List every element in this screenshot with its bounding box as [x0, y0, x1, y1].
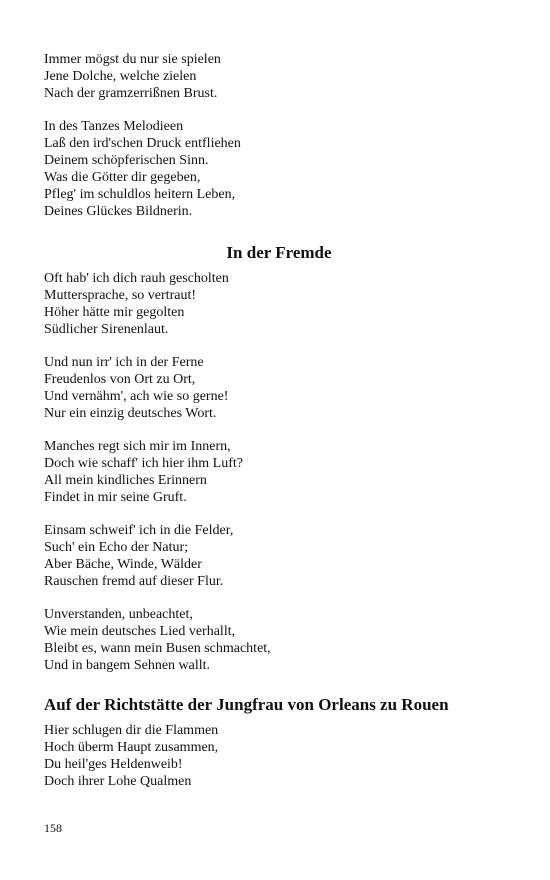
verse-line: Deinem schöpferischen Sinn.: [44, 153, 209, 168]
verse-line: Und nun irr' ich in der Ferne: [44, 355, 204, 370]
verse-line: All mein kindliches Erinnern: [44, 473, 207, 488]
stanza: [44, 522, 514, 590]
stanza: [44, 606, 514, 674]
verse-line: Findet in mir seine Gruft.: [44, 490, 187, 505]
poem-title: Auf der Richtstätte der Jungfrau von Orleans zu Rouen: [44, 695, 449, 714]
verse-line: Laß den ird'schen Druck entfliehen: [44, 136, 241, 151]
verse-line: Unverstanden, unbeachtet,: [44, 607, 193, 622]
stanza: [44, 51, 514, 102]
verse-line: Oft hab' ich dich rauh gescholten: [44, 271, 229, 286]
verse-line: Was die Götter dir gegeben,: [44, 170, 201, 185]
verse-line: Wie mein deutsches Lied verhallt,: [44, 624, 236, 639]
verse-line: Südlicher Sirenenlaut.: [44, 322, 169, 337]
verse-line: Doch wie schaff' ich hier ihm Luft?: [44, 456, 243, 471]
verse-line: In des Tanzes Melodieen: [44, 119, 184, 134]
verse-line: Such' ein Echo der Natur;: [44, 540, 189, 555]
verse-line: Aber Bäche, Winde, Wälder: [44, 557, 202, 572]
verse-line: Pfleg' im schuldlos heitern Leben,: [44, 187, 236, 202]
verse-line: Immer mögst du nur sie spielen: [44, 52, 221, 67]
verse-line: Einsam schweif' ich in die Felder,: [44, 523, 234, 538]
verse-line: Manches regt sich mir im Innern,: [44, 439, 231, 454]
verse-line: Hoch überm Haupt zusammen,: [44, 740, 219, 755]
poem-title: In der Fremde: [226, 243, 332, 262]
verse-line: Du heil'ges Heldenweib!: [44, 757, 183, 772]
verse-line: Bleibt es, wann mein Busen schmachtet,: [44, 641, 271, 656]
stanza: [44, 270, 514, 338]
stanza: [44, 118, 514, 220]
page-number: 158: [44, 821, 62, 835]
verse-line: Rauschen fremd auf dieser Flur.: [44, 574, 224, 589]
verse-line: Nur ein einzig deutsches Wort.: [44, 406, 217, 421]
verse-line: Höher hätte mir gegolten: [44, 305, 185, 320]
stanza: [44, 722, 514, 790]
verse-line: Und in bangem Sehnen wallt.: [44, 658, 211, 673]
verse-line: Deines Glückes Bildnerin.: [44, 204, 193, 219]
stanza: [44, 438, 514, 506]
verse-line: Freudenlos von Ort zu Ort,: [44, 372, 196, 387]
poem-jungfrau-von-orleans: [44, 694, 514, 790]
verse-line: Und vernähm', ach wie so gerne!: [44, 389, 229, 404]
poem-fragment: [44, 51, 514, 220]
stanza: [44, 354, 514, 422]
verse-line: Jene Dolche, welche zielen: [44, 69, 197, 84]
verse-line: Doch ihrer Lohe Qualmen: [44, 774, 192, 789]
verse-line: Nach der gramzerrißnen Brust.: [44, 86, 218, 101]
poem-in-der-fremde: [44, 242, 514, 674]
verse-line: Muttersprache, so vertraut!: [44, 288, 196, 303]
verse-line: Hier schlugen dir die Flammen: [44, 723, 219, 738]
page-content: [44, 51, 514, 806]
